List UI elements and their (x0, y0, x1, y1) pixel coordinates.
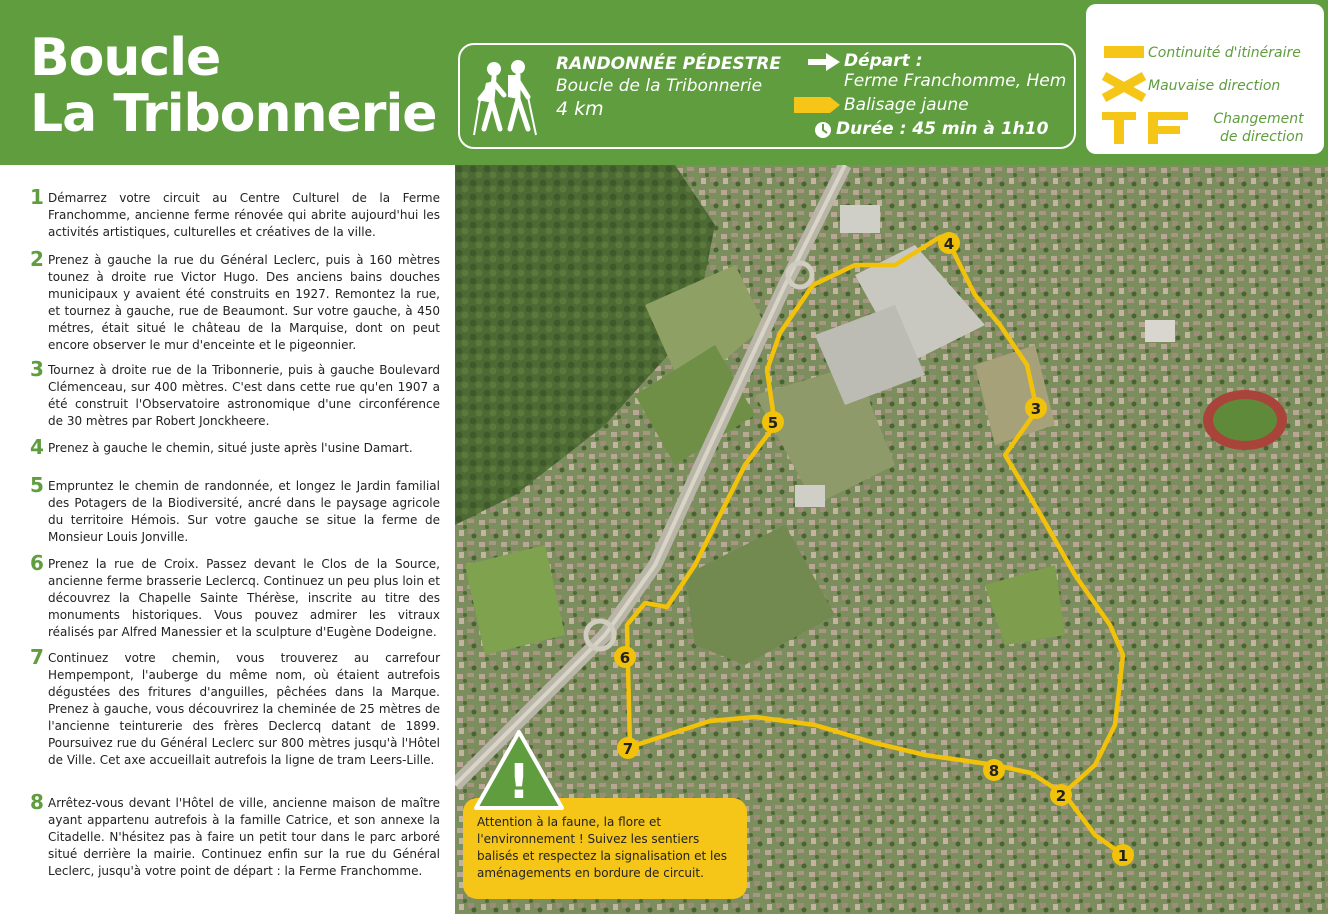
step-text: Continuez votre chemin, vous trouverez au carrefour Hempempont, l'auberge du même nom, où étaient autrefois dégustées des fritures d'anguilles, pêchées dans la Marque. Prenez à gauche, vous découvrirez la cheminée de 25 mètres de l'ancienne teinturerie des frères Declercq datant de 1899. Poursuivez rue du Général Leclerc sur 800 mètres jusqu'à l'Hôtel de Ville. Cet axe accueillait autrefois la ligne de tram Leers-Lille. (48, 651, 440, 767)
route-marker-label: 6 (619, 649, 631, 667)
hike-name: Boucle de la Tribonnerie (556, 76, 763, 96)
duree: Durée : 45 min à 1h10 (836, 119, 1049, 139)
step-text: Prenez à gauche le chemin, situé juste après l'usine Damart. (48, 441, 413, 455)
step-2 (30, 247, 440, 354)
step-number: 3 (30, 357, 44, 381)
title-line-1: Boucle (30, 28, 221, 88)
hike-title-block (556, 53, 781, 121)
step-7 (30, 645, 440, 769)
depart-place: Ferme Franchomme, Hem (844, 71, 1067, 91)
route-marker-label: 1 (1117, 847, 1129, 865)
step-number: 8 (30, 790, 44, 814)
wrong-direction-icon (1102, 72, 1146, 102)
hike-distance: 4 km (556, 98, 604, 120)
sports-field (1213, 399, 1277, 441)
step-number: 4 (30, 435, 44, 459)
step-8 (30, 790, 440, 880)
step-number: 1 (30, 185, 44, 209)
route-marker-label: 3 (1030, 400, 1042, 418)
building (1145, 320, 1175, 342)
route-marker-6 (614, 646, 636, 668)
route-marker-label: 2 (1055, 787, 1067, 805)
route-marker-label: 4 (943, 235, 955, 253)
route-marker-2 (1050, 784, 1072, 806)
hikers-icon (468, 55, 546, 139)
route-marker-7 (617, 737, 639, 759)
warning-icon (474, 730, 564, 810)
step-number: 7 (30, 645, 44, 669)
route-marker-8 (983, 759, 1005, 781)
yellow-marker-icon (794, 95, 840, 115)
step-1 (30, 185, 440, 241)
building (795, 485, 825, 507)
step-5 (30, 473, 440, 546)
direction-change-icon (1102, 110, 1190, 144)
page-title (30, 30, 437, 142)
route-marker-1 (1112, 844, 1134, 866)
route-marker-4 (938, 232, 960, 254)
hike-type: RANDONNÉE PÉDESTRE (556, 54, 781, 74)
step-6 (30, 551, 440, 641)
building (840, 205, 880, 233)
step-text: Prenez la rue de Croix. Passez devant le Clos de la Source, ancienne ferme brasserie Leclercq. Continuez un peu plus loin et découvrez la Chapelle Sainte Thérèse, inscrite au titre des monuments historiques. Vous pouvez admirer les vitraux réalisés par Alfred Manessier et la sculpture d'Eugène Dodeigne. (48, 557, 440, 639)
hike-info-box (458, 43, 1076, 149)
route-marker-3 (1025, 397, 1047, 419)
continuity-marker-icon (1104, 46, 1144, 58)
route-marker-label: 7 (622, 740, 634, 758)
step-text: Démarrez votre circuit au Centre Culturel de la Ferme Franchomme, ancienne ferme rénovée qui abrite aujourd'hui les activités artistiques, culturelles et créatives de la ville. (48, 191, 440, 239)
step-text: Arrêtez-vous devant l'Hôtel de ville, ancienne maison de maître ayant appartenu autrefois à la famille Catrice, et son annexe la Citadelle. N'hésitez pas à faire un petit tour dans le parc arboré situé derrière la mairie. Continuez enfin sur la rue du Général Leclerc, jusqu'à votre point de départ : la Ferme Franchomme. (48, 796, 440, 878)
arrow-right-icon (808, 53, 840, 71)
legend-changement (1206, 110, 1304, 146)
warning-box (463, 798, 747, 899)
warning-text: Attention à la faune, la flore et l'environnement ! Suivez les sentiers balisés et respectez la signalisation et les aménagements en bordure de circuit. (477, 815, 727, 880)
title-line-2: La Tribonnerie (30, 84, 437, 144)
legend-changement-line2: de direction (1220, 129, 1304, 145)
step-text: Tournez à droite rue de la Tribonnerie, puis à gauche Boulevard Clémenceau, sur 400 mètres. C'est dans cette rue qu'en 1907 a été construit l'Observatoire astronomique d'une circonférence de 30 mètres par Robert Jonckheere. (48, 363, 440, 428)
legend-continuite: Continuité d'itinéraire (1148, 45, 1301, 61)
step-text: Empruntez le chemin de randonnée, et longez le Jardin familial des Potagers de la Biodiversité, ancré dans le paysage agricole du territoire Hémois. Sur votre gauche se situe la ferme de Monsieur Louis Jonville. (48, 479, 440, 544)
legend-mauvaise: Mauvaise direction (1148, 78, 1281, 94)
route-marker-5 (762, 411, 784, 433)
step-3 (30, 357, 440, 430)
legend-box (1086, 4, 1324, 154)
legend-changement-line1: Changement (1213, 111, 1304, 127)
route-marker-label: 5 (767, 414, 779, 432)
hike-details (808, 51, 1066, 139)
clock-icon (814, 121, 832, 139)
step-number: 6 (30, 551, 44, 575)
step-number: 5 (30, 473, 44, 497)
warning-symbol: ! (508, 754, 530, 810)
step-4 (30, 435, 440, 459)
step-text: Prenez à gauche la rue du Général Leclerc, puis à 160 mètres tounez à droite rue Victor Hugo. Des anciens bains douches municipaux y avaient été construits en 1927. Remontez la rue, et tournez à gauche, rue de Beaumont. Sur votre gauche, à 450 métres, était situé le château de la Marquise, dont on peut encore observer le mur d'enceinte et le pigeonnier. (48, 253, 440, 352)
balisage: Balisage jaune (844, 95, 969, 115)
step-number: 2 (30, 247, 44, 271)
route-marker-label: 8 (988, 762, 1000, 780)
depart-label: Départ : (844, 51, 923, 71)
